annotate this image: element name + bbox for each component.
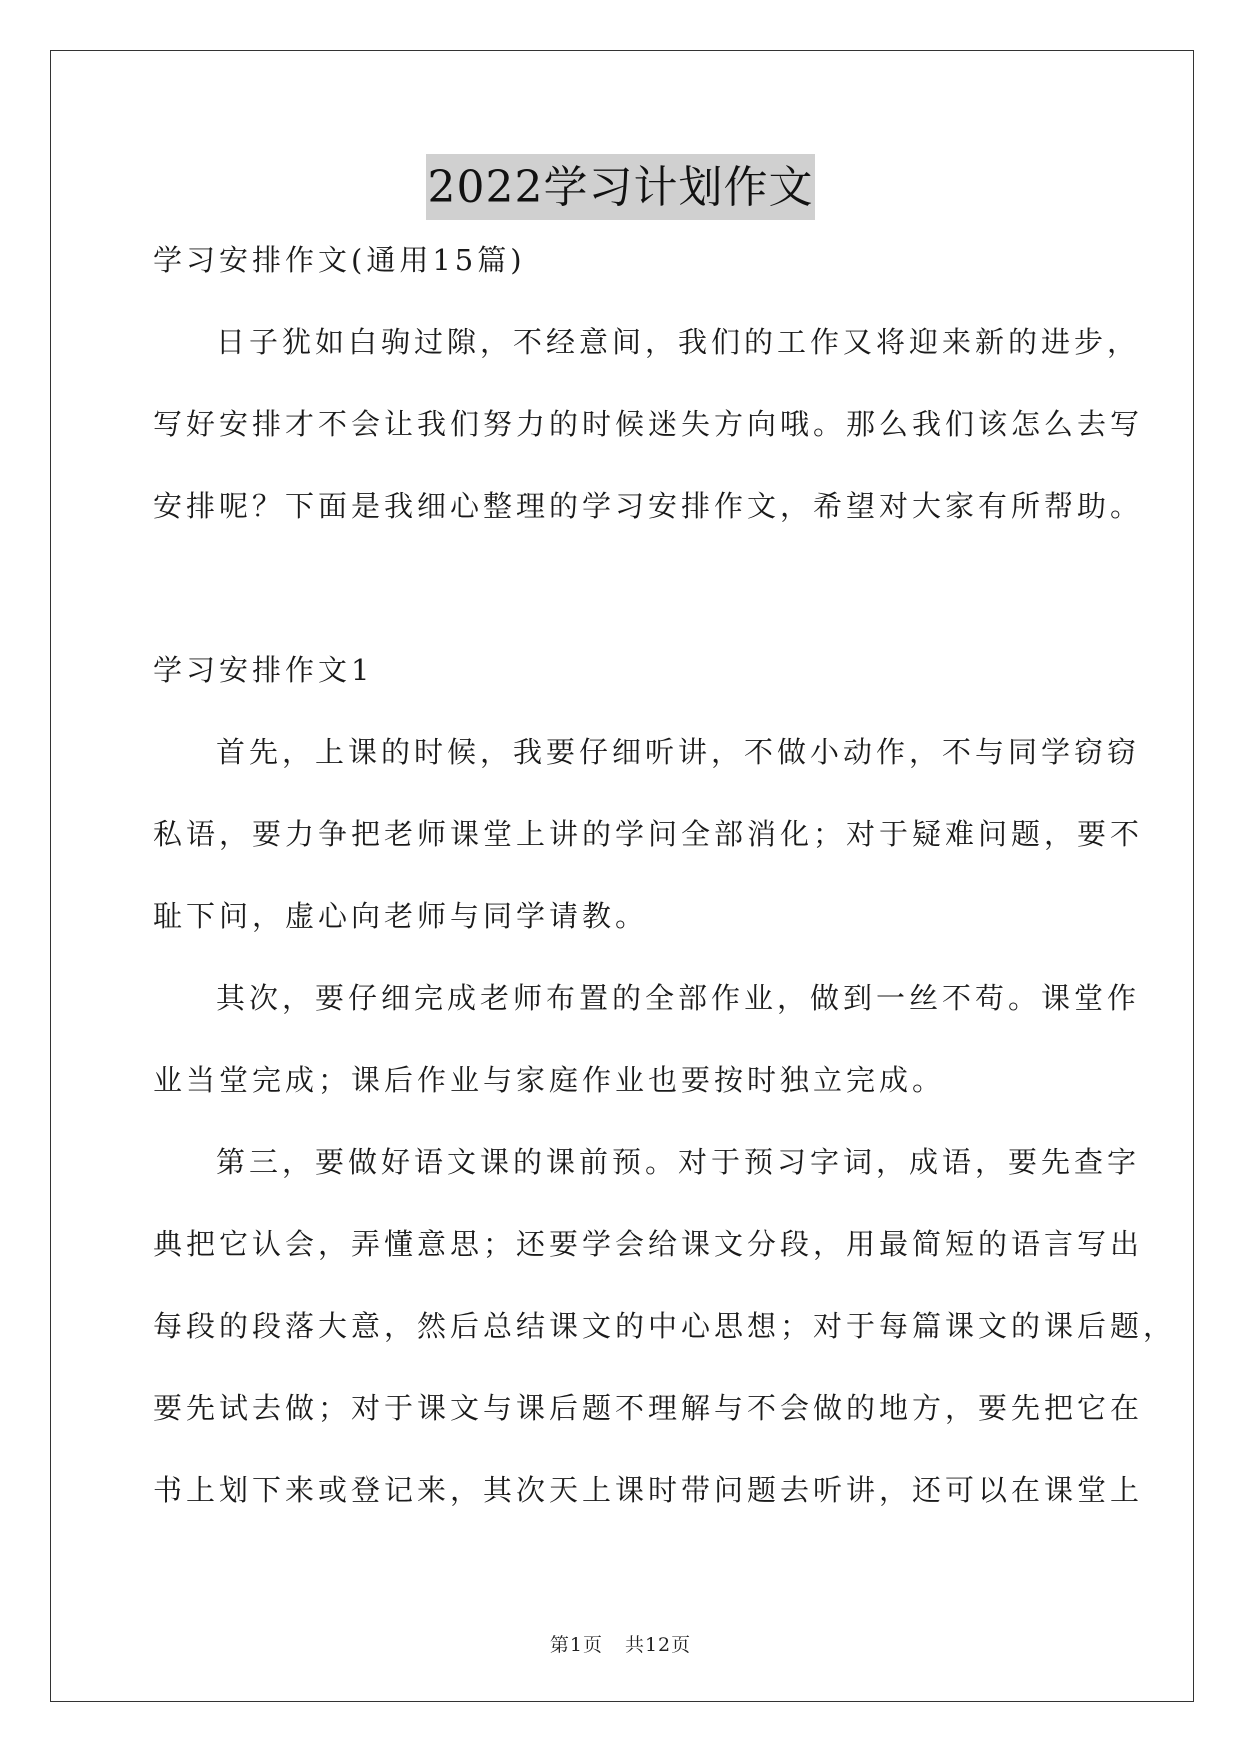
text-line-7: 首先，上课的时候，我要仔细听讲，不做小动作，不与同学窃窃 <box>216 735 1141 769</box>
text-line-8: 私语，要力争把老师课堂上讲的学问全部消化；对于疑难问题，要不 <box>153 817 1144 851</box>
text-line-13: 典把它认会，弄懂意思；还要学会给课文分段，用最简短的语言写出 <box>153 1227 1144 1261</box>
text-line-16: 书上划下来或登记来，其次天上课时带问题去听讲，还可以在课堂上 <box>153 1473 1144 1507</box>
text-line-10: 其次，要仔细完成老师布置的全部作业，做到一丝不苟。课堂作 <box>216 981 1141 1015</box>
page-footer <box>0 1630 1241 1657</box>
document-title: 2022学习计划作文 <box>426 154 816 220</box>
text-line-2: 日子犹如白驹过隙，不经意间，我们的工作又将迎来新的进步， <box>216 325 1141 359</box>
text-line-14: 每段的段落大意，然后总结课文的中心思想；对于每篇课文的课后题， <box>153 1309 1177 1343</box>
text-line-12: 第三，要做好语文课的课前预。对于预习字词，成语，要先查字 <box>216 1145 1141 1179</box>
text-line-3: 写好安排才不会让我们努力的时候迷失方向哦。那么我们该怎么去写 <box>153 407 1144 441</box>
text-line-1: 学习安排作文(通用15篇) <box>153 243 526 277</box>
title-wrap <box>0 154 1241 220</box>
blank-line <box>153 564 1099 646</box>
text-line-9: 耻下问，虚心向老师与同学请教。 <box>153 899 649 933</box>
text-line-11: 业当堂完成；课后作业与家庭作业也要按时独立完成。 <box>153 1063 946 1097</box>
text-line-4: 安排呢？下面是我细心整理的学习安排作文，希望对大家有所帮助。 <box>153 489 1144 523</box>
page-number: 第1页 <box>549 1634 603 1656</box>
text-line-15: 要先试去做；对于课文与课后题不理解与不会做的地方，要先把它在 <box>153 1391 1144 1425</box>
section-heading: 学习安排作文1 <box>153 653 374 687</box>
document-body <box>153 236 1177 1548</box>
page-total: 共12页 <box>624 1634 692 1656</box>
